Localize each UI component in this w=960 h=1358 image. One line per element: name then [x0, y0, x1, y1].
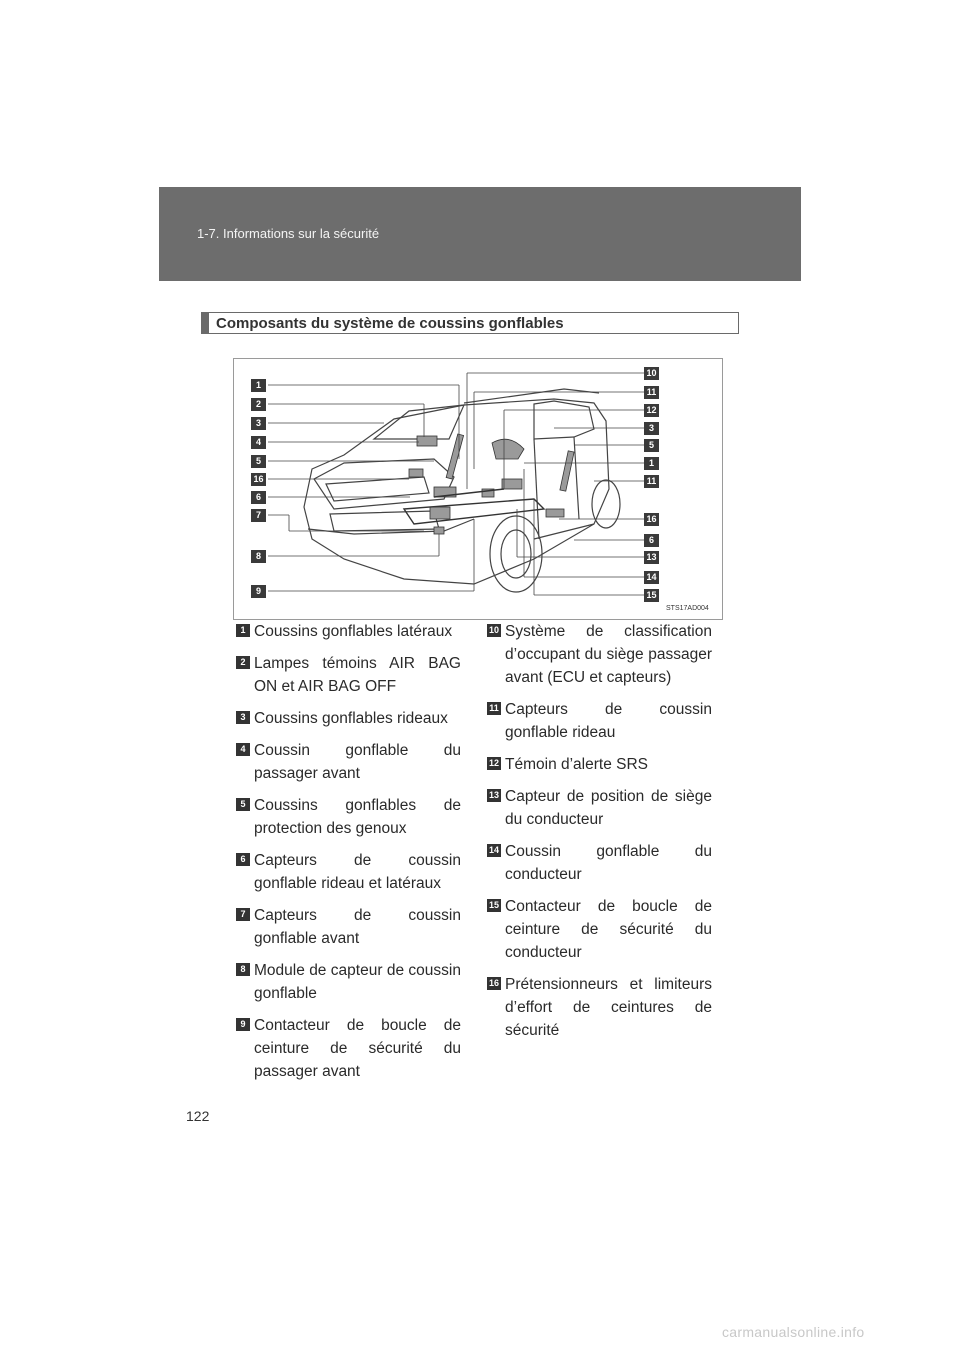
- header-band: [159, 187, 801, 281]
- callout-right-2: 11: [644, 386, 659, 399]
- legend-left-column: [236, 620, 461, 1092]
- callout-right-6: 1: [644, 457, 659, 470]
- item-number: 16: [488, 978, 499, 988]
- item-number: 6: [236, 853, 250, 866]
- callout-right-9: 6: [644, 534, 659, 547]
- item-text: Lampes témoins AIR BAG ON et AIR BAG OFF: [254, 655, 461, 695]
- callout-left-4: 4: [251, 436, 266, 449]
- figure-code: STS17AD004: [666, 605, 709, 612]
- item-text: Prétensionneurs et limiteurs d’effort de ceintures de sécurité: [505, 976, 712, 1039]
- item-text: Module de capteur de coussin gonflable: [254, 962, 461, 1002]
- item-text: Capteur de position de siège du conducteur: [505, 788, 712, 828]
- legend-item: [236, 620, 461, 643]
- callout-right-3: 12: [644, 404, 659, 417]
- callout-left-3: 3: [251, 417, 266, 430]
- callout-left-1: 1: [251, 379, 266, 392]
- legend-right-column: [487, 620, 712, 1051]
- callout-right-10: 13: [644, 551, 659, 564]
- callout-left-7: 6: [251, 491, 266, 504]
- item-number: 14: [488, 845, 499, 855]
- item-text: Coussins gonflables rideaux: [254, 710, 448, 727]
- section-heading: [201, 312, 739, 334]
- item-text: Contacteur de boucle de ceinture de sécurité du passager avant: [254, 1017, 461, 1080]
- legend-item: [487, 840, 712, 886]
- airbag-diagram: [233, 358, 723, 620]
- watermark: carmanualsonline.info: [722, 1324, 865, 1340]
- page-number: 122: [186, 1108, 210, 1124]
- callout-right-12: 15: [644, 589, 659, 602]
- legend-item: [487, 698, 712, 744]
- callout-right-1: 10: [644, 367, 659, 380]
- item-number: 12: [488, 758, 499, 768]
- item-number: 9: [236, 1018, 250, 1031]
- legend-item: [236, 707, 461, 730]
- legend-item: [487, 973, 712, 1042]
- callout-right-5: 5: [644, 439, 659, 452]
- legend-item: [236, 849, 461, 895]
- callout-right-8: 16: [644, 513, 659, 526]
- item-number: 13: [488, 790, 499, 800]
- item-text: Capteurs de coussin gonflable avant: [254, 907, 461, 947]
- item-text: Coussins gonflables de protection des genoux: [254, 797, 461, 837]
- legend-item: [236, 794, 461, 840]
- heading-bar: [202, 313, 209, 333]
- legend-item: [236, 739, 461, 785]
- item-text: Contacteur de boucle de ceinture de sécurité du conducteur: [505, 898, 712, 961]
- item-number: 4: [236, 743, 250, 756]
- callout-left-8: 7: [251, 509, 266, 522]
- legend-item: [236, 1014, 461, 1083]
- legend-item: [487, 785, 712, 831]
- item-number: 1: [236, 624, 250, 637]
- item-number: 8: [236, 963, 250, 976]
- section-title: 1-7. Informations sur la sécurité: [197, 226, 380, 241]
- callout-left-6: 16: [251, 473, 266, 486]
- callout-left-10: 9: [251, 585, 266, 598]
- item-number: 5: [236, 798, 250, 811]
- item-number: 11: [487, 702, 501, 715]
- item-number: 2: [236, 656, 250, 669]
- item-number: 15: [488, 900, 499, 910]
- callout-right-11: 14: [644, 571, 659, 584]
- heading-text: Composants du système de coussins gonflables: [216, 315, 564, 332]
- item-number: 10: [488, 625, 499, 635]
- item-text: Capteurs de coussin gonflable rideau: [505, 701, 712, 741]
- callout-left-2: 2: [251, 398, 266, 411]
- callout-right-7: 11: [644, 475, 659, 488]
- item-number: 3: [236, 711, 250, 724]
- legend-item: [236, 904, 461, 950]
- item-text: Coussin gonflable du passager avant: [254, 742, 461, 782]
- callout-right-4: 3: [644, 422, 659, 435]
- legend-item: [236, 652, 461, 698]
- legend-item: [487, 620, 712, 689]
- item-text: Coussins gonflables latéraux: [254, 623, 453, 640]
- item-text: Système de classification d’occupant du siège passager avant (ECU et capteurs): [505, 623, 712, 686]
- item-text: Capteurs de coussin gonflable rideau et latéraux: [254, 852, 461, 892]
- callout-left-9: 8: [251, 550, 266, 563]
- item-number: 7: [236, 908, 250, 921]
- item-text: Coussin gonflable du conducteur: [505, 843, 712, 883]
- legend-item: [487, 895, 712, 964]
- legend-item: [487, 753, 712, 776]
- item-text: Témoin d’alerte SRS: [505, 756, 649, 773]
- legend-item: [236, 959, 461, 1005]
- callout-left-5: 5: [251, 455, 266, 468]
